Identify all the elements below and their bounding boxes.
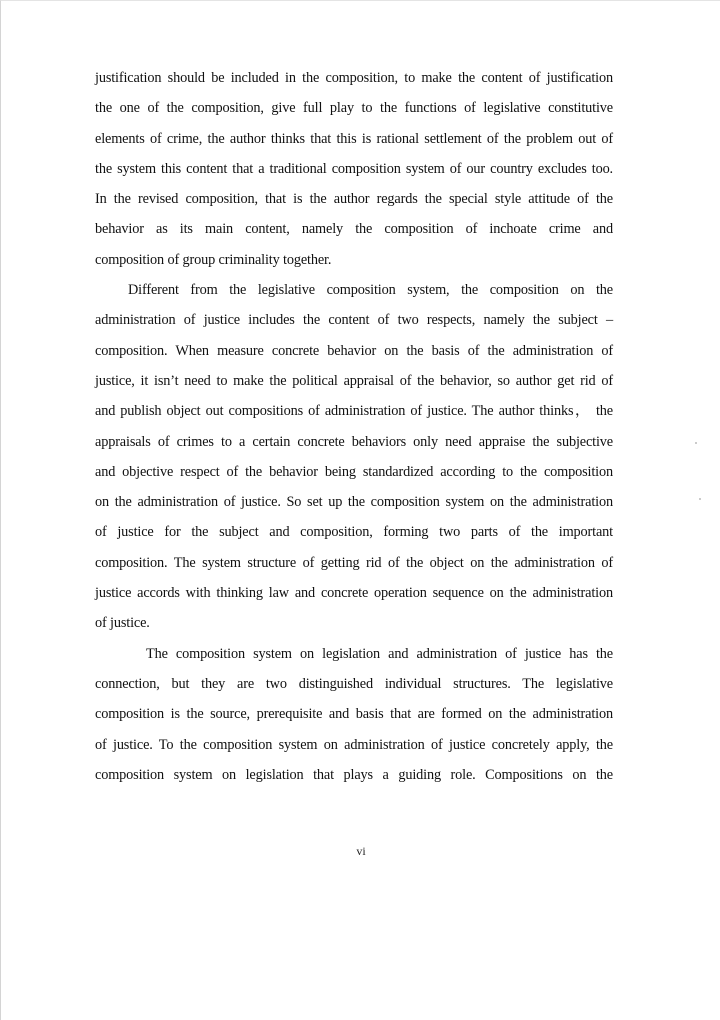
text-line: of justice for the subject and composition, forming two parts of the important: [95, 524, 613, 541]
text-line: of justice. To the composition system on administration of justice concretely apply, the: [95, 736, 613, 753]
paragraph-first-line: The composition system on legislation and administration of justice has the: [146, 645, 613, 662]
text-line: connection, but they are two distinguished individual structures. The legislative: [95, 675, 613, 692]
text-line: on the administration of justice. So set up the composition system on the administration: [95, 494, 613, 511]
paragraph-first-line: Different from the legislative composition system, the composition on the: [128, 282, 613, 299]
text-line: appraisals of crimes to a certain concrete behaviors only need appraise the subjective: [95, 433, 613, 450]
text-line: composition. The system structure of getting rid of the object on the administration of: [95, 554, 613, 571]
text-line: composition. When measure concrete behavior on the basis of the administration of: [95, 342, 613, 359]
text-line: elements of crime, the author thinks that this is rational settlement of the problem out of: [95, 130, 613, 147]
text-line: and publish object out compositions of administration of justice. The author thinks， the: [95, 403, 613, 420]
text-line: of justice.: [95, 615, 150, 632]
text-line: In the revised composition, that is the author regards the special style attitude of the: [95, 191, 613, 208]
text-line: composition is the source, prerequisite and basis that are formed on the administration: [95, 706, 613, 723]
page-number: vi: [356, 844, 366, 858]
text-body: [95, 63, 613, 790]
text-line: composition system on legislation that plays a guiding role. Compositions on the: [95, 766, 613, 783]
text-line: administration of justice includes the content of two respects, namely the subject –: [95, 312, 613, 329]
text-line: the one of the composition, give full play to the functions of legislative constitutive: [95, 100, 613, 117]
text-line: justification should be included in the composition, to make the content of justification: [95, 70, 613, 86]
text-line: the system this content that a traditional composition system of our country excludes too.: [95, 160, 613, 177]
text-line: justice, it isn’t need to make the political appraisal of the behavior, so author get rid of: [95, 372, 613, 389]
text-line: behavior as its main content, namely the composition of inchoate crime and: [95, 221, 613, 238]
scan-speck: [695, 442, 697, 444]
text-line: justice accords with thinking law and concrete operation sequence on the administration: [95, 585, 613, 602]
text-line: composition of group criminality together.: [95, 251, 332, 268]
text-line: and objective respect of the behavior being standardized according to the composition: [95, 463, 613, 480]
scan-speck: [699, 498, 701, 500]
